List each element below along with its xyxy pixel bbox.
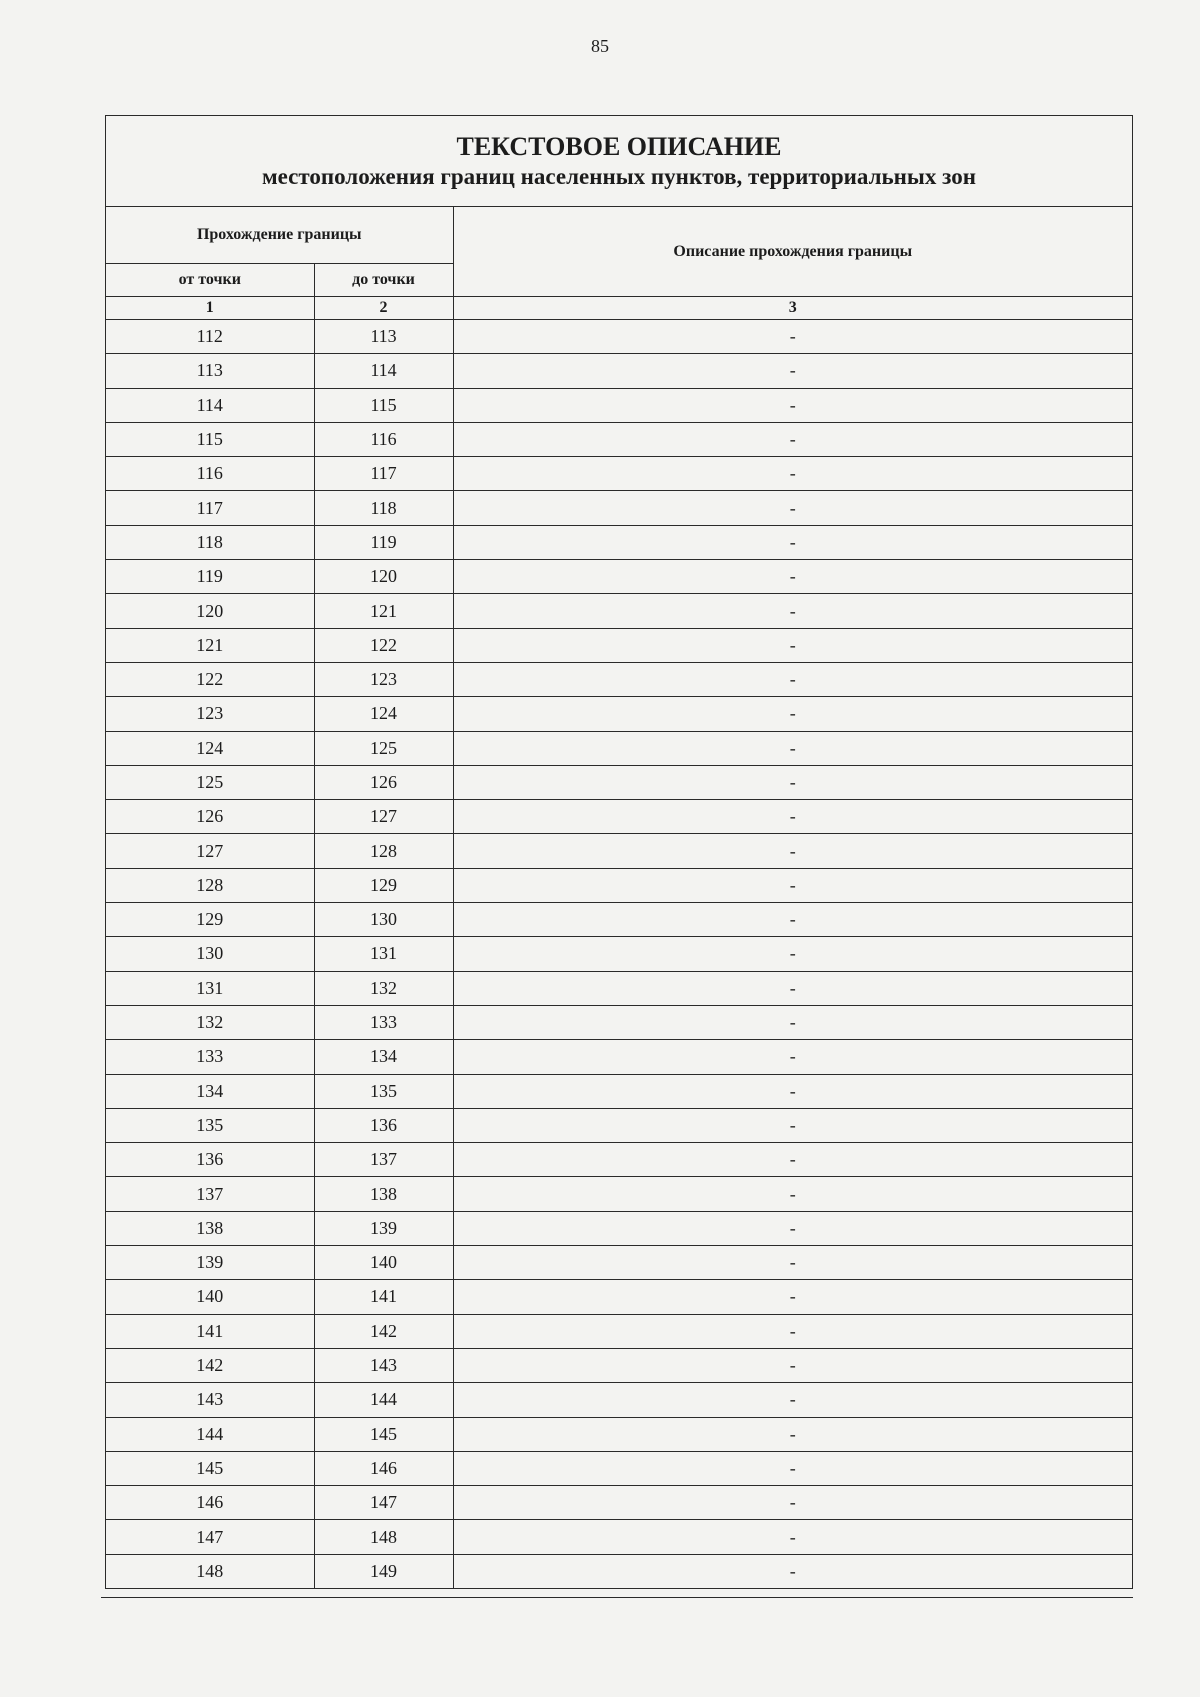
description-cell: - [453, 903, 1132, 937]
description-cell: - [453, 834, 1132, 868]
to-point-cell: 147 [314, 1486, 453, 1520]
description-cell: - [453, 1211, 1132, 1245]
description-cell: - [453, 388, 1132, 422]
from-point-cell: 131 [106, 971, 314, 1005]
to-point-cell: 118 [314, 491, 453, 525]
table-row [106, 1005, 1132, 1039]
from-point-cell: 144 [106, 1417, 314, 1451]
table-row [106, 1520, 1132, 1554]
from-point-cell: 148 [106, 1554, 314, 1588]
from-point-cell: 114 [106, 388, 314, 422]
to-point-cell: 129 [314, 868, 453, 902]
from-point-cell: 138 [106, 1211, 314, 1245]
from-point-cell: 119 [106, 560, 314, 594]
from-point-cell: 147 [106, 1520, 314, 1554]
to-point-cell: 126 [314, 765, 453, 799]
from-point-cell: 126 [106, 800, 314, 834]
description-cell: - [453, 971, 1132, 1005]
description-cell: - [453, 1314, 1132, 1348]
table-row [106, 662, 1132, 696]
to-point-cell: 114 [314, 354, 453, 388]
column-number-3: 3 [453, 297, 1132, 320]
from-point-cell: 132 [106, 1005, 314, 1039]
table-row [106, 731, 1132, 765]
table-row [106, 697, 1132, 731]
table-row [106, 903, 1132, 937]
description-cell: - [453, 594, 1132, 628]
from-point-cell: 128 [106, 868, 314, 902]
from-point-cell: 112 [106, 320, 314, 354]
table-row [106, 320, 1132, 354]
to-point-cell: 137 [314, 1143, 453, 1177]
column-number-1: 1 [106, 297, 314, 320]
document-frame [105, 115, 1133, 1589]
to-point-cell: 121 [314, 594, 453, 628]
table-row [106, 594, 1132, 628]
description-cell: - [453, 560, 1132, 594]
description-cell: - [453, 1280, 1132, 1314]
table-body [106, 320, 1132, 1588]
from-point-cell: 135 [106, 1108, 314, 1142]
from-point-cell: 146 [106, 1486, 314, 1520]
table-row [106, 765, 1132, 799]
to-point-cell: 132 [314, 971, 453, 1005]
to-point-cell: 128 [314, 834, 453, 868]
from-point-cell: 115 [106, 422, 314, 456]
document-subtitle: местоположения границ населенных пунктов, территориальных зон [262, 164, 976, 189]
table-row [106, 628, 1132, 662]
to-point-cell: 117 [314, 457, 453, 491]
description-cell: - [453, 525, 1132, 559]
column-number-2: 2 [314, 297, 453, 320]
table-row [106, 354, 1132, 388]
header-from-point: от точки [106, 264, 314, 297]
description-cell: - [453, 628, 1132, 662]
from-point-cell: 140 [106, 1280, 314, 1314]
to-point-cell: 146 [314, 1451, 453, 1485]
table-row [106, 1348, 1132, 1382]
from-point-cell: 121 [106, 628, 314, 662]
from-point-cell: 139 [106, 1246, 314, 1280]
description-cell: - [453, 1108, 1132, 1142]
table-row [106, 1451, 1132, 1485]
from-point-cell: 145 [106, 1451, 314, 1485]
from-point-cell: 127 [106, 834, 314, 868]
to-point-cell: 131 [314, 937, 453, 971]
table-row [106, 388, 1132, 422]
from-point-cell: 136 [106, 1143, 314, 1177]
to-point-cell: 133 [314, 1005, 453, 1039]
description-cell: - [453, 1074, 1132, 1108]
table-row [106, 1040, 1132, 1074]
table-row [106, 1486, 1132, 1520]
to-point-cell: 145 [314, 1417, 453, 1451]
from-point-cell: 118 [106, 525, 314, 559]
description-cell: - [453, 765, 1132, 799]
table-row [106, 971, 1132, 1005]
to-point-cell: 135 [314, 1074, 453, 1108]
bottom-rule [101, 1597, 1133, 1598]
from-point-cell: 143 [106, 1383, 314, 1417]
table-row [106, 1211, 1132, 1245]
from-point-cell: 129 [106, 903, 314, 937]
to-point-cell: 124 [314, 697, 453, 731]
from-point-cell: 133 [106, 1040, 314, 1074]
description-cell: - [453, 1486, 1132, 1520]
to-point-cell: 125 [314, 731, 453, 765]
table-row [106, 560, 1132, 594]
to-point-cell: 115 [314, 388, 453, 422]
to-point-cell: 116 [314, 422, 453, 456]
to-point-cell: 142 [314, 1314, 453, 1348]
table-row [106, 1143, 1132, 1177]
to-point-cell: 144 [314, 1383, 453, 1417]
table-row [106, 1246, 1132, 1280]
table-row [106, 525, 1132, 559]
description-cell: - [453, 320, 1132, 354]
description-cell: - [453, 731, 1132, 765]
description-cell: - [453, 1520, 1132, 1554]
from-point-cell: 124 [106, 731, 314, 765]
to-point-cell: 113 [314, 320, 453, 354]
description-cell: - [453, 800, 1132, 834]
header-description: Описание прохождения границы [453, 207, 1132, 297]
description-cell: - [453, 422, 1132, 456]
table-row [106, 834, 1132, 868]
description-cell: - [453, 1554, 1132, 1588]
table-row [106, 1314, 1132, 1348]
from-point-cell: 134 [106, 1074, 314, 1108]
to-point-cell: 140 [314, 1246, 453, 1280]
page-number: 85 [591, 36, 609, 56]
to-point-cell: 136 [314, 1108, 453, 1142]
description-cell: - [453, 1383, 1132, 1417]
table-row [106, 800, 1132, 834]
table-row [106, 1177, 1132, 1211]
to-point-cell: 123 [314, 662, 453, 696]
from-point-cell: 141 [106, 1314, 314, 1348]
description-cell: - [453, 937, 1132, 971]
from-point-cell: 130 [106, 937, 314, 971]
boundary-table [106, 207, 1132, 1588]
description-cell: - [453, 457, 1132, 491]
table-row [106, 422, 1132, 456]
table-row [106, 1554, 1132, 1588]
description-cell: - [453, 868, 1132, 902]
table-row [106, 1108, 1132, 1142]
from-point-cell: 113 [106, 354, 314, 388]
from-point-cell: 123 [106, 697, 314, 731]
to-point-cell: 134 [314, 1040, 453, 1074]
from-point-cell: 142 [106, 1348, 314, 1382]
table-row [106, 1280, 1132, 1314]
description-cell: - [453, 1177, 1132, 1211]
title-block [106, 116, 1132, 207]
to-point-cell: 143 [314, 1348, 453, 1382]
to-point-cell: 119 [314, 525, 453, 559]
header-to-point: до точки [314, 264, 453, 297]
from-point-cell: 125 [106, 765, 314, 799]
from-point-cell: 137 [106, 1177, 314, 1211]
to-point-cell: 130 [314, 903, 453, 937]
description-cell: - [453, 354, 1132, 388]
description-cell: - [453, 1005, 1132, 1039]
from-point-cell: 122 [106, 662, 314, 696]
from-point-cell: 117 [106, 491, 314, 525]
to-point-cell: 138 [314, 1177, 453, 1211]
to-point-cell: 149 [314, 1554, 453, 1588]
table-row [106, 1383, 1132, 1417]
description-cell: - [453, 1143, 1132, 1177]
table-row [106, 868, 1132, 902]
description-cell: - [453, 1246, 1132, 1280]
document-title: ТЕКСТОВОЕ ОПИСАНИЕ [456, 132, 782, 161]
description-cell: - [453, 697, 1132, 731]
description-cell: - [453, 1451, 1132, 1485]
to-point-cell: 148 [314, 1520, 453, 1554]
from-point-cell: 120 [106, 594, 314, 628]
description-cell: - [453, 1348, 1132, 1382]
to-point-cell: 122 [314, 628, 453, 662]
description-cell: - [453, 1417, 1132, 1451]
table-row [106, 457, 1132, 491]
table-row [106, 1074, 1132, 1108]
table-row [106, 491, 1132, 525]
to-point-cell: 141 [314, 1280, 453, 1314]
to-point-cell: 139 [314, 1211, 453, 1245]
from-point-cell: 116 [106, 457, 314, 491]
header-passage: Прохождение границы [106, 207, 453, 264]
description-cell: - [453, 491, 1132, 525]
to-point-cell: 120 [314, 560, 453, 594]
to-point-cell: 127 [314, 800, 453, 834]
table-row [106, 937, 1132, 971]
description-cell: - [453, 1040, 1132, 1074]
table-row [106, 1417, 1132, 1451]
description-cell: - [453, 662, 1132, 696]
